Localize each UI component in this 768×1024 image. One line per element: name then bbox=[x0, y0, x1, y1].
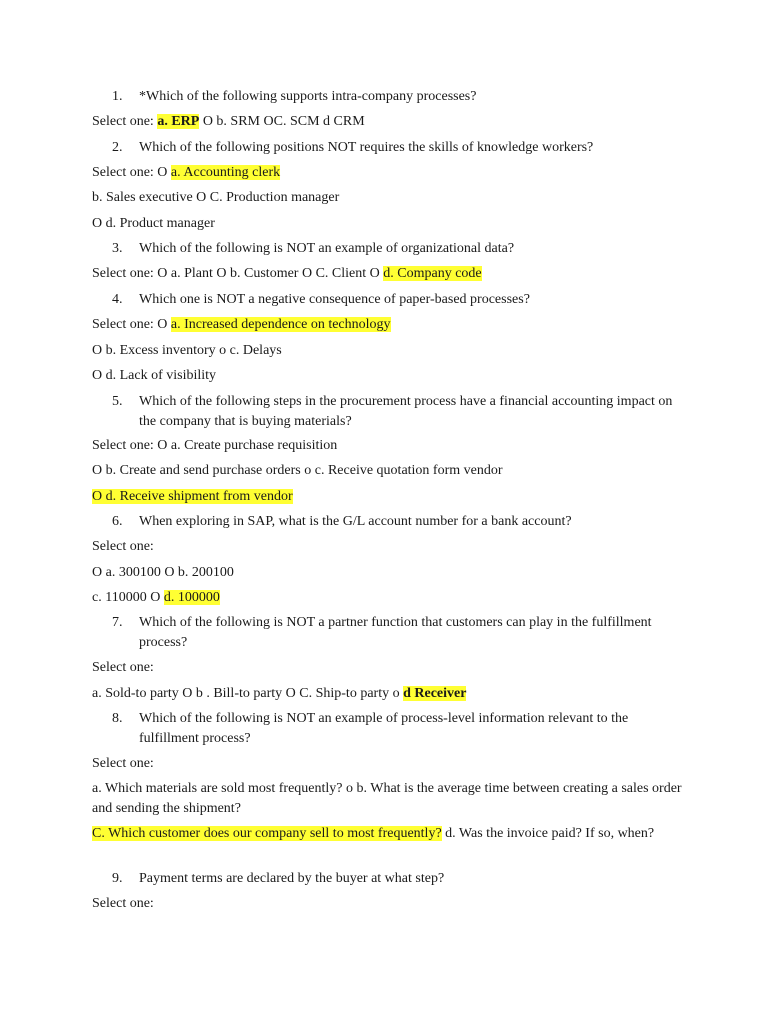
question-text: Which of the following is NOT an example of process-level information relevant to the fulfillment process? bbox=[139, 711, 629, 746]
question-1 bbox=[112, 87, 682, 107]
option-line: b. Sales executive O C. Production manager bbox=[92, 190, 340, 205]
options-suffix: d. Was the invoice paid? If so, when? bbox=[441, 826, 655, 841]
question-3-options bbox=[92, 264, 682, 284]
options-prefix: Select one: O bbox=[92, 165, 171, 180]
question-8-answer-line bbox=[92, 824, 682, 844]
question-text: When exploring in SAP, what is the G/L account number for a bank account? bbox=[139, 514, 572, 529]
highlighted-answer: d. 100000 bbox=[163, 590, 220, 605]
question-text: Which of the following positions NOT requires the skills of knowledge workers? bbox=[139, 140, 594, 155]
highlighted-answer: C. Which customer does our company sell to most frequently? bbox=[92, 826, 442, 841]
question-number: 1. bbox=[112, 89, 123, 104]
options-prefix: Select one: O bbox=[92, 317, 171, 332]
question-number: 3. bbox=[112, 241, 123, 256]
question-number: 5. bbox=[112, 394, 123, 409]
option-line: Select one: bbox=[92, 896, 154, 911]
option-line: O b. Create and send purchase orders o c. Receive quotation form vendor bbox=[92, 463, 503, 478]
highlighted-answer: a. Accounting clerk bbox=[170, 165, 281, 180]
question-2 bbox=[112, 138, 682, 158]
question-6 bbox=[112, 512, 682, 532]
question-6-answer-line bbox=[92, 588, 682, 608]
highlighted-answer: a. Increased dependence on technology bbox=[170, 317, 391, 332]
question-4-options bbox=[92, 315, 682, 335]
question-number: 4. bbox=[112, 292, 123, 307]
options-prefix: Select one: O a. Plant O b. Customer O C. Client O bbox=[92, 266, 384, 281]
highlighted-answer: d. Company code bbox=[383, 266, 482, 281]
option-line: Select one: bbox=[92, 539, 154, 554]
question-4 bbox=[112, 290, 682, 310]
options-prefix: c. 110000 O bbox=[92, 590, 164, 605]
question-text: Payment terms are declared by the buyer at what step? bbox=[139, 871, 445, 886]
question-text: *Which of the following supports intra-company processes? bbox=[139, 89, 477, 104]
question-8 bbox=[112, 709, 682, 748]
question-number: 2. bbox=[112, 140, 123, 155]
question-text: Which of the following is NOT an example of organizational data? bbox=[139, 241, 515, 256]
question-number: 6. bbox=[112, 514, 123, 529]
highlighted-answer: d Receiver bbox=[403, 686, 467, 701]
question-number: 8. bbox=[112, 711, 123, 726]
option-line: O a. 300100 O b. 200100 bbox=[92, 565, 234, 580]
question-text: Which one is NOT a negative consequence of paper-based processes? bbox=[139, 292, 530, 307]
question-text: Which of the following steps in the procurement process have a financial accounting impact on the company that is buying materials? bbox=[139, 394, 673, 429]
option-line: Select one: bbox=[92, 660, 154, 675]
question-number: 9. bbox=[112, 871, 123, 886]
question-1-options bbox=[92, 112, 682, 132]
option-line: O d. Product manager bbox=[92, 216, 215, 231]
highlighted-answer: O d. Receive shipment from vendor bbox=[92, 489, 293, 504]
highlighted-answer: a. ERP bbox=[157, 114, 200, 129]
option-line: a. Which materials are sold most frequently? o b. What is the average time between creating a sales order and sending the shipment? bbox=[92, 781, 682, 816]
question-5 bbox=[112, 392, 682, 431]
options-prefix: a. Sold-to party O b . Bill-to party O C. Ship-to party o bbox=[92, 686, 404, 701]
option-line: Select one: bbox=[92, 756, 154, 771]
question-3 bbox=[112, 239, 682, 259]
question-text: Which of the following is NOT a partner function that customers can play in the fulfillment process? bbox=[139, 615, 652, 650]
question-9 bbox=[112, 869, 682, 889]
question-2-options bbox=[92, 163, 682, 183]
question-number: 7. bbox=[112, 615, 123, 630]
option-line: Select one: O a. Create purchase requisition bbox=[92, 438, 338, 453]
question-7-options bbox=[92, 684, 682, 704]
options-prefix: Select one: bbox=[92, 114, 158, 129]
question-7 bbox=[112, 613, 682, 652]
option-line: O b. Excess inventory o c. Delays bbox=[92, 343, 282, 358]
question-5-answer-line bbox=[92, 487, 682, 507]
option-line: O d. Lack of visibility bbox=[92, 368, 217, 383]
options-suffix: O b. SRM OC. SCM d CRM bbox=[199, 114, 365, 129]
